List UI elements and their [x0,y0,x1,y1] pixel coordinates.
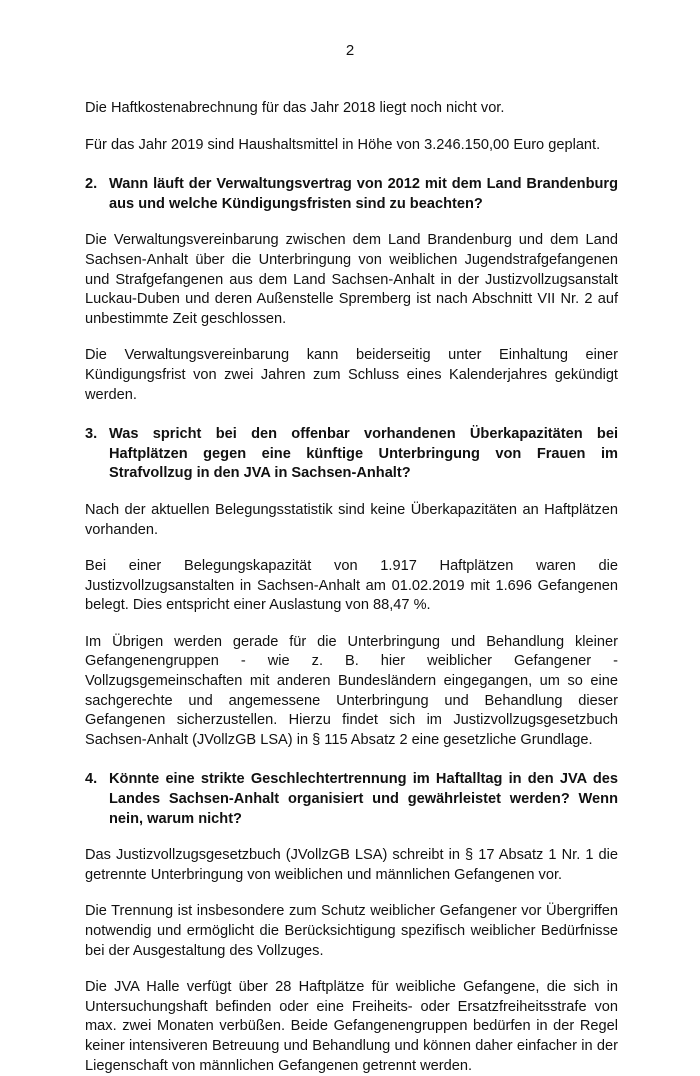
question-4 [85,770,618,829]
answer-paragraph: Die Trennung ist insbesondere zum Schutz weiblicher Gefangener vor Übergriffen notwendig und ermöglicht die Berücksichtigung spezifisch weiblicher Bedürfnisse bei der Ausgestaltung des Vollzuges. [85,903,618,959]
answer-paragraph: Bei einer Belegungskapazität von 1.917 Haftplätzen waren die Justizvollzugsanstalten in Sachsen-Anhalt am 01.02.2019 mit 1.696 Gefangenen belegt. Dies entspricht einer Auslastung von 88,47 %. [85,558,618,614]
question-number: 4. [85,771,98,788]
paragraph: Für das Jahr 2019 sind Haushaltsmittel in Höhe von 3.246.150,00 Euro geplant. [85,136,601,153]
answer-paragraph: Nach der aktuellen Belegungsstatistik sind keine Überkapazitäten an Haftplätzen vorhanden. [85,501,618,538]
question-2 [85,175,618,214]
paragraph: Die Haftkostenabrechnung für das Jahr 2018 liegt noch nicht vor. [85,100,505,116]
answer-paragraph: Die Verwaltungsvereinbarung zwischen dem Land Brandenburg und dem Land Sachsen-Anhalt über die Unterbringung von weiblichen Jugendstrafgefangenen und Strafgefangenen aus dem Land Sachsen-Anhalt in der Justizvollzugsanstalt Luckau-Duben und deren Außenstelle Spremberg ist nach Abschnitt VII Nr. 2 auf unbestimmte Zeit geschlossen. [85,232,618,327]
question-text: Was spricht bei den offenbar vorhandenen Überkapazitäten bei Haftplätzen gegen eine künftige Unterbringung von Frauen im Strafvollzug in den JVA in Sachsen-Anhalt? [109,426,618,482]
answer-paragraph: Das Justizvollzugsgesetzbuch (JVollzGB LSA) schreibt in § 17 Absatz 1 Nr. 1 die getrennte Unterbringung von weiblichen und männlichen Gefangenen vor. [85,847,618,883]
question-3 [85,425,618,484]
question-text: Könnte eine strikte Geschlechtertrennung im Haftalltag in den JVA des Landes Sachsen-Anhalt organisiert und gewährleistet werden? Wenn nein, warum nicht? [109,771,618,827]
question-number: 2. [85,176,98,193]
answer-paragraph: Die Verwaltungsvereinbarung kann beiderseitig unter Einhaltung einer Kündigungsfrist von zwei Jahren zum Schluss eines Kalenderjahres gekündigt werden. [85,347,618,403]
question-number: 3. [85,426,98,443]
answer-paragraph: Die JVA Halle verfügt über 28 Haftplätze für weibliche Gefangene, die sich in Untersuchungshaft befinden oder eine Freiheits- oder Ersatzfreiheitsstrafe von max. zwei Monaten verbüßen. Beide Gefangenengruppen bedürfen in der Regel keiner intensiveren Betreuung und Behandlung und können daher einfacher in der Liegenschaft von männlichen Gefangenen getrennt werden. [85,979,618,1074]
document-body [85,99,618,1076]
question-text: Wann läuft der Verwaltungsvertrag von 2012 mit dem Land Brandenburg aus und welche Kündigungsfristen sind zu beachten? [109,176,618,212]
answer-paragraph: Im Übrigen werden gerade für die Unterbringung und Behandlung kleiner Gefangenengruppen - wie z. B. hier weiblicher Gefangener - Vollzugsgemeinschaften mit anderen Bundesländern eingegangen, um so eine sachgerechte und angemessene Unterbringung und Behandlung dieser Gefangenen sicherzustellen. Hierzu findet sich im Justizvollzugsgesetzbuch Sachsen-Anhalt (JVollzGB LSA) in § 115 Absatz 2 eine gesetzliche Grundlage. [85,633,618,748]
page-number: 2 [345,42,355,59]
